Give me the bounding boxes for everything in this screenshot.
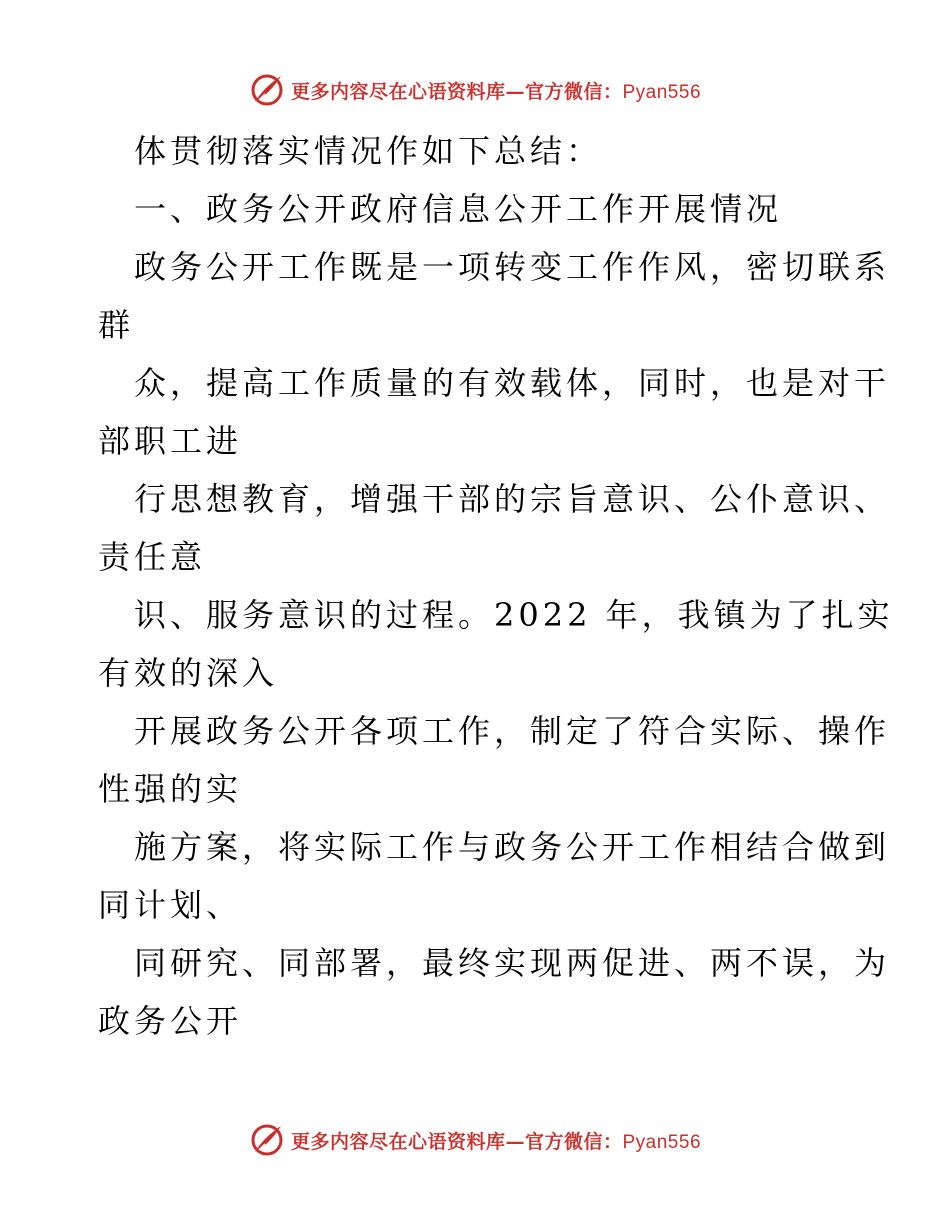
text-line: 同研究、同部署，最终实现两促进、两不误，为 [134,944,891,982]
footer-watermark [0,1120,950,1160]
text-line: 体贯彻落实情况作如下总结： [134,132,603,170]
quill-logo-icon [249,72,285,108]
text-line: 政务公开工作既是一项转变工作作风，密切联系 [134,248,891,286]
text-line: 识、服务意识的过程。2022 年，我镇为了扎实 [134,596,894,634]
text-line: 同计划、 [98,886,243,924]
watermark-text: 更多内容尽在心语资料库—官方微信：Pyan556 [290,80,702,103]
text-line: 开展政务公开各项工作，制定了符合实际、操作 [134,712,891,750]
text-line: 群 [98,306,135,344]
quill-logo-icon [249,1122,285,1158]
text-line: 部职工进 [98,422,243,460]
text-line: 众，提高工作质量的有效载体，同时，也是对干 [134,364,891,402]
text-line: 行思想教育，增强干部的宗旨意识、公仆意识、 [134,480,891,518]
header-watermark [0,70,950,110]
text-line: 施方案，将实际工作与政务公开工作相结合做到 [134,828,891,866]
text-line: 政务公开 [98,1002,243,1040]
document-body [98,122,894,1050]
text-line: 有效的深入 [98,654,279,692]
watermark-text: 更多内容尽在心语资料库—官方微信：Pyan556 [290,1130,702,1153]
text-line: 一、政务公开政府信息公开工作开展情况 [134,190,783,228]
text-line: 性强的实 [98,770,243,808]
text-line: 责任意 [98,538,207,576]
